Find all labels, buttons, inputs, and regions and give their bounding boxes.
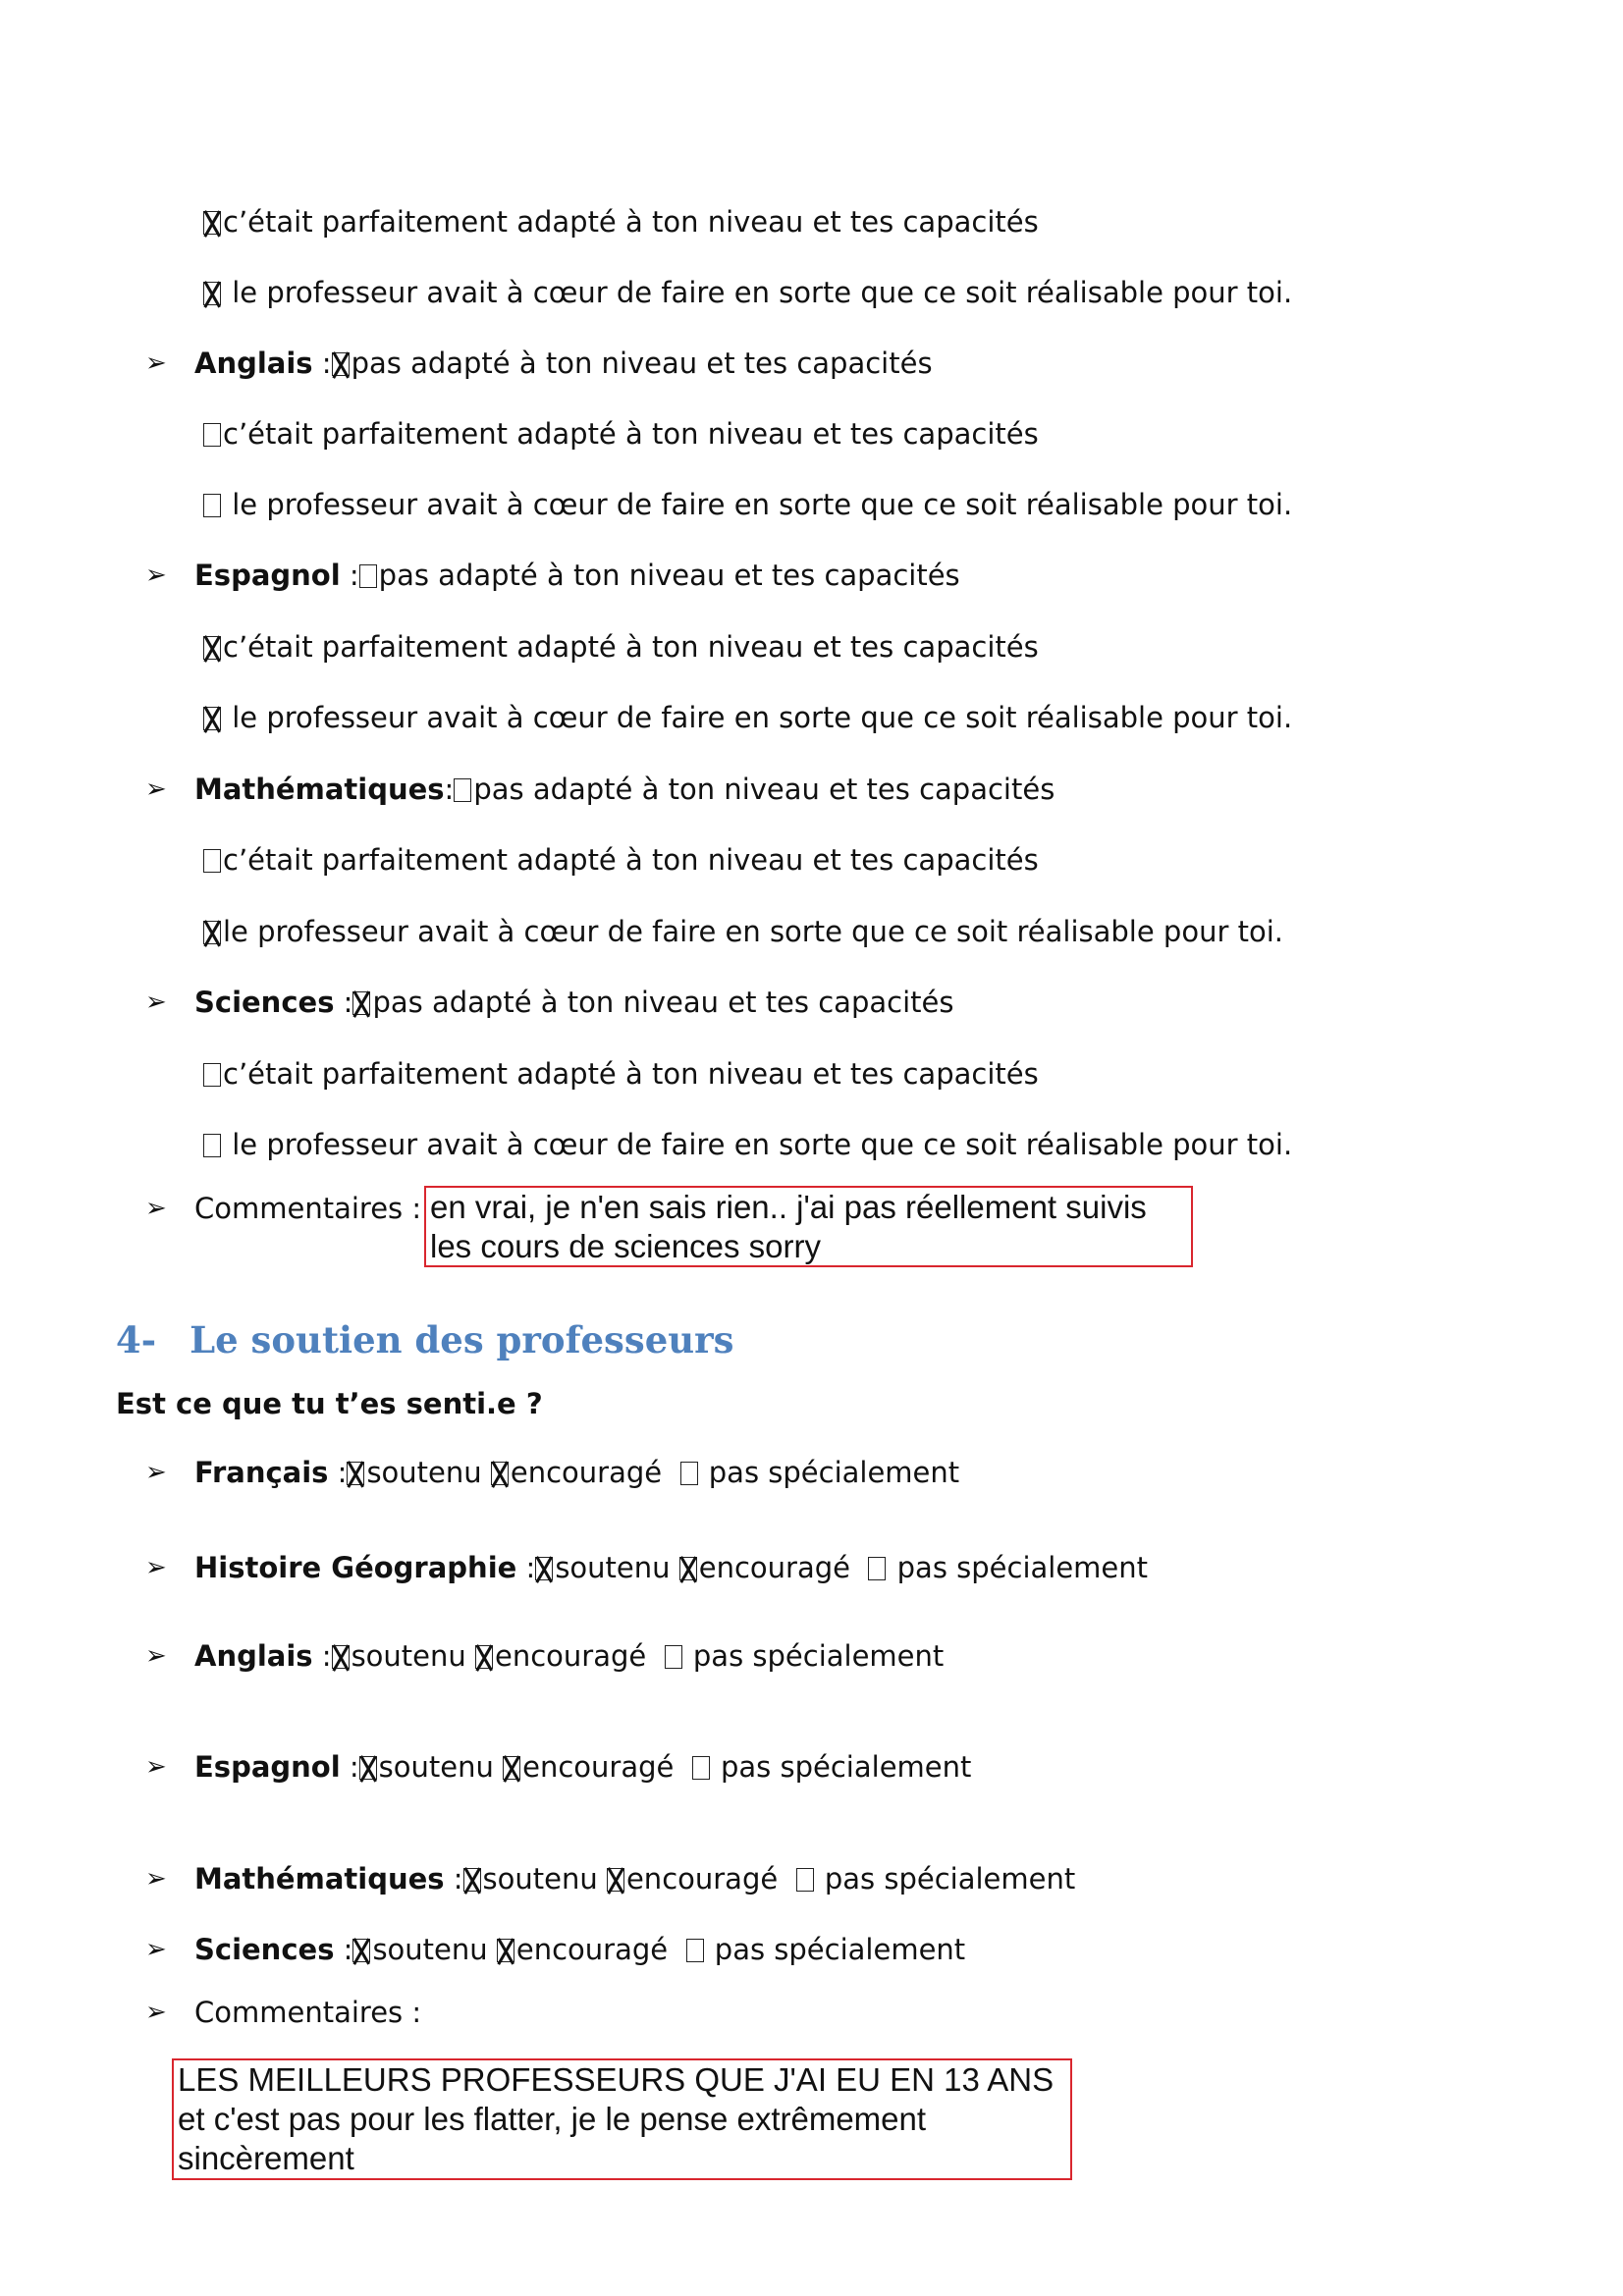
support-row-francais bbox=[194, 1455, 959, 1490]
option-label: pas spécialement bbox=[714, 1933, 966, 1966]
checkbox-supported[interactable] bbox=[347, 1462, 364, 1485]
option-label: c’était parfaitement adapté à ton niveau et tes capacités bbox=[223, 843, 1039, 877]
checkbox-supported[interactable] bbox=[535, 1557, 553, 1580]
comments-label: Commentaires : bbox=[194, 1996, 422, 2029]
option-label: soutenu bbox=[351, 1639, 466, 1673]
checkbox-teacher[interactable] bbox=[203, 921, 221, 944]
option-row-adapted bbox=[203, 204, 1039, 240]
separator: : bbox=[340, 559, 359, 592]
comment-field-sciences[interactable]: en vrai, je n'en sais rien.. j'ai pas réellement suivis les cours de sciences sorry bbox=[424, 1186, 1193, 1267]
checkbox-not-really[interactable] bbox=[686, 1939, 704, 1962]
arrow-bullet-icon: ➢ bbox=[145, 1553, 167, 1582]
option-label: le professeur avait à cœur de faire en sorte que ce soit réalisable pour toi. bbox=[223, 915, 1283, 948]
section-heading bbox=[116, 1318, 733, 1362]
option-label: pas spécialement bbox=[824, 1862, 1076, 1896]
option-row-adapted bbox=[203, 1056, 1039, 1092]
option-label: soutenu bbox=[366, 1456, 482, 1489]
separator: : bbox=[334, 1933, 353, 1966]
subject-label: Anglais bbox=[194, 347, 313, 380]
option-label: encouragé bbox=[625, 1862, 779, 1896]
subject-label: Français bbox=[194, 1456, 329, 1489]
option-row-adapted bbox=[203, 416, 1039, 452]
subject-row-mathematiques bbox=[194, 772, 1055, 807]
separator: : bbox=[444, 1862, 463, 1896]
option-label: soutenu bbox=[372, 1933, 488, 1966]
arrow-bullet-icon: ➢ bbox=[145, 1641, 167, 1671]
checkbox-encouraged[interactable] bbox=[491, 1462, 509, 1485]
arrow-bullet-icon: ➢ bbox=[145, 1458, 167, 1487]
checkbox-supported[interactable] bbox=[352, 1939, 370, 1962]
subject-row-sciences bbox=[194, 985, 953, 1020]
checkbox-adapted[interactable] bbox=[203, 211, 221, 235]
option-label: pas adapté à ton niveau et tes capacités bbox=[378, 559, 960, 592]
option-label: encouragé bbox=[515, 1933, 669, 1966]
support-row-mathematiques bbox=[194, 1861, 1075, 1896]
checkbox-adapted[interactable] bbox=[203, 636, 221, 660]
option-label: le professeur avait à cœur de faire en sorte que ce soit réalisable pour toi. bbox=[232, 276, 1293, 309]
checkbox-not-really[interactable] bbox=[680, 1462, 698, 1485]
option-label: soutenu bbox=[378, 1750, 494, 1784]
option-label: c’était parfaitement adapté à ton niveau et tes capacités bbox=[223, 1057, 1039, 1091]
separator: : bbox=[334, 986, 353, 1019]
arrow-bullet-icon: ➢ bbox=[145, 774, 167, 804]
subject-label: Histoire Géographie bbox=[194, 1551, 517, 1584]
checkbox-encouraged[interactable] bbox=[679, 1557, 697, 1580]
option-label: le professeur avait à cœur de faire en sorte que ce soit réalisable pour toi. bbox=[232, 488, 1293, 521]
option-row-adapted bbox=[203, 842, 1039, 878]
arrow-bullet-icon: ➢ bbox=[145, 1864, 167, 1894]
subject-label: Sciences bbox=[194, 986, 335, 1019]
checkbox-teacher[interactable] bbox=[203, 494, 221, 517]
checkbox-teacher[interactable] bbox=[203, 707, 221, 730]
checkbox-encouraged[interactable] bbox=[497, 1939, 514, 1962]
support-row-sciences bbox=[194, 1932, 965, 1967]
checkbox-adapted[interactable] bbox=[203, 1063, 221, 1087]
checkbox-teacher[interactable] bbox=[203, 282, 221, 305]
checkbox-adapted[interactable] bbox=[203, 423, 221, 447]
subject-label: Espagnol bbox=[194, 559, 341, 592]
checkbox-supported[interactable] bbox=[463, 1868, 481, 1892]
subject-label: Anglais bbox=[194, 1639, 313, 1673]
option-row-teacher bbox=[203, 914, 1283, 949]
option-label: le professeur avait à cœur de faire en sorte que ce soit réalisable pour toi. bbox=[232, 701, 1293, 734]
arrow-bullet-icon: ➢ bbox=[145, 348, 167, 378]
separator: : bbox=[516, 1551, 536, 1584]
checkbox-supported[interactable] bbox=[332, 1645, 350, 1669]
support-row-histoire-geographie bbox=[194, 1550, 1148, 1585]
arrow-bullet-icon: ➢ bbox=[145, 1194, 167, 1223]
support-row-espagnol bbox=[194, 1749, 971, 1785]
option-label: encouragé bbox=[522, 1750, 675, 1784]
comments-label: Commentaires : bbox=[194, 1192, 422, 1225]
checkbox-not-adapted[interactable] bbox=[332, 352, 350, 376]
checkbox-adapted[interactable] bbox=[203, 849, 221, 873]
checkbox-not-really[interactable] bbox=[796, 1868, 814, 1892]
subject-label: Sciences bbox=[194, 1933, 335, 1966]
option-label: soutenu bbox=[482, 1862, 598, 1896]
option-label: pas adapté à ton niveau et tes capacités bbox=[351, 347, 933, 380]
arrow-bullet-icon: ➢ bbox=[145, 1935, 167, 1964]
checkbox-not-adapted[interactable] bbox=[454, 778, 471, 802]
comment-field-support[interactable]: LES MEILLEURS PROFESSEURS QUE J'AI EU EN 13 ANS et c'est pas pour les flatter, je le pense extrêmement sincèrement bbox=[172, 2058, 1072, 2180]
option-label: c’était parfaitement adapté à ton niveau et tes capacités bbox=[223, 205, 1039, 239]
separator: : bbox=[340, 1750, 359, 1784]
separator: : bbox=[312, 347, 332, 380]
option-label: pas spécialement bbox=[896, 1551, 1149, 1584]
subject-label: Mathématiques bbox=[194, 1862, 445, 1896]
arrow-bullet-icon: ➢ bbox=[145, 1752, 167, 1782]
option-label: pas adapté à ton niveau et tes capacités bbox=[473, 773, 1055, 806]
subject-row-anglais bbox=[194, 346, 933, 381]
option-label: encouragé bbox=[698, 1551, 850, 1584]
separator: : bbox=[328, 1456, 348, 1489]
checkbox-not-really[interactable] bbox=[692, 1756, 710, 1780]
option-label: soutenu bbox=[555, 1551, 671, 1584]
checkbox-supported[interactable] bbox=[359, 1756, 377, 1780]
arrow-bullet-icon: ➢ bbox=[145, 988, 167, 1017]
checkbox-encouraged[interactable] bbox=[607, 1868, 624, 1892]
option-label: pas spécialement bbox=[708, 1456, 960, 1489]
option-label: pas spécialement bbox=[692, 1639, 945, 1673]
option-label: encouragé bbox=[495, 1639, 647, 1673]
option-label: c’était parfaitement adapté à ton niveau et tes capacités bbox=[223, 630, 1039, 664]
section-title: Le soutien des professeurs bbox=[189, 1318, 734, 1362]
subject-label: Espagnol bbox=[194, 1750, 341, 1784]
checkbox-not-adapted[interactable] bbox=[352, 991, 370, 1015]
option-row-teacher bbox=[203, 1127, 1292, 1162]
arrow-bullet-icon: ➢ bbox=[145, 561, 167, 590]
arrow-bullet-icon: ➢ bbox=[145, 1998, 167, 2027]
checkbox-not-really[interactable] bbox=[868, 1557, 886, 1580]
option-label: le professeur avait à cœur de faire en sorte que ce soit réalisable pour toi. bbox=[232, 1128, 1293, 1161]
option-label: pas adapté à ton niveau et tes capacités bbox=[372, 986, 954, 1019]
separator: : bbox=[312, 1639, 332, 1673]
subject-label: Mathématiques bbox=[194, 773, 445, 806]
support-row-anglais bbox=[194, 1638, 944, 1674]
subject-row-espagnol bbox=[194, 558, 960, 593]
checkbox-encouraged[interactable] bbox=[503, 1756, 520, 1780]
option-label: encouragé bbox=[510, 1456, 663, 1489]
option-label: c’était parfaitement adapté à ton niveau et tes capacités bbox=[223, 417, 1039, 451]
separator: : bbox=[444, 773, 455, 806]
checkbox-teacher[interactable] bbox=[203, 1134, 221, 1157]
checkbox-not-adapted[interactable] bbox=[359, 564, 377, 588]
option-row-teacher bbox=[203, 700, 1292, 735]
question-text: Est ce que tu t’es senti.e ? bbox=[116, 1387, 543, 1420]
section-number: 4- bbox=[116, 1318, 157, 1362]
option-row-adapted bbox=[203, 629, 1039, 665]
option-label: pas spécialement bbox=[721, 1750, 972, 1784]
checkbox-encouraged[interactable] bbox=[475, 1645, 493, 1669]
option-row-teacher bbox=[203, 275, 1292, 310]
option-row-teacher bbox=[203, 487, 1292, 522]
checkbox-not-really[interactable] bbox=[665, 1645, 682, 1669]
